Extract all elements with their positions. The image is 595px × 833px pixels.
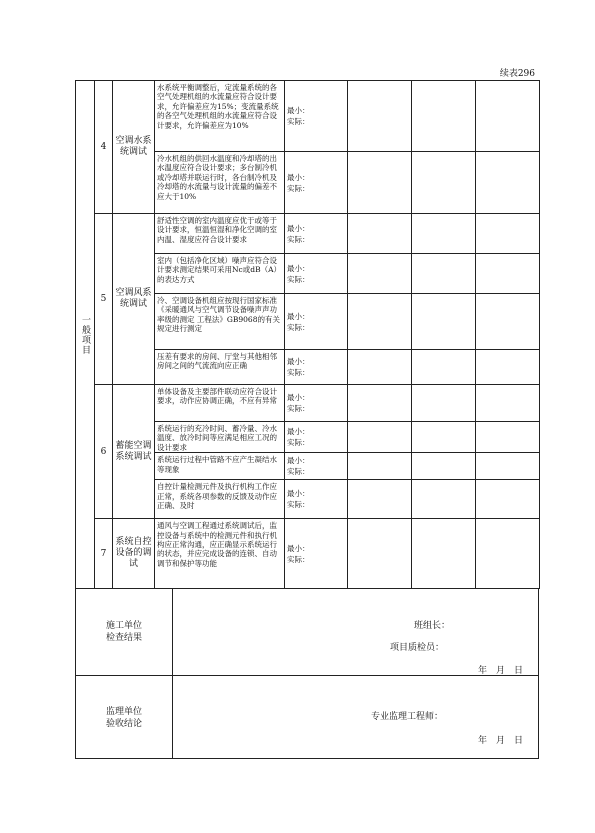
construction-section bbox=[75, 588, 539, 676]
min-label: 最小： bbox=[287, 543, 310, 553]
supervising-engineer-label: 专业监理工程师： bbox=[371, 712, 444, 722]
blank-cell[interactable] bbox=[348, 214, 412, 254]
group-name: 系统自控设备的调试 bbox=[113, 519, 155, 589]
team-leader-label: 班组长： bbox=[414, 621, 451, 631]
min-actual-cell bbox=[285, 254, 348, 294]
actual-label: 实际： bbox=[287, 554, 310, 564]
min-label: 最小： bbox=[287, 311, 310, 321]
requirement-text: 通风与空调工程通过系统调试后，监控设备与系统中的检测元件和执行机构应正常沟通，应正确显示系统运行的状态，并应完成设备的连锁、自动调节和保护等功能 bbox=[155, 519, 285, 589]
requirement-text: 冷水机组的供回水温度和冷却塔的出水温度应符合设计要求；多台制冷机或冷却塔并联运行时，各台制冷机及冷却塔的水流量与设计流量的偏差不应大于10% bbox=[155, 152, 285, 214]
blank-cell[interactable] bbox=[476, 453, 540, 480]
min-actual-cell bbox=[285, 480, 348, 519]
blank-cell[interactable] bbox=[476, 294, 540, 350]
table-row bbox=[76, 385, 540, 422]
actual-label: 实际： bbox=[287, 183, 310, 193]
requirement-text: 系统运行过程中管路不应产生凝结水等现象 bbox=[155, 453, 285, 480]
group-name: 空调水系统调试 bbox=[113, 81, 155, 214]
blank-cell[interactable] bbox=[476, 81, 540, 152]
blank-cell[interactable] bbox=[348, 519, 412, 589]
table-row bbox=[76, 519, 540, 589]
min-actual-cell bbox=[285, 81, 348, 152]
requirement-text: 室内（包括净化区域）噪声应符合设计要求测定结果可采用Nc或dB（A）的表达方式 bbox=[155, 254, 285, 294]
supervision-date: 年 月 日 bbox=[478, 736, 524, 746]
blank-cell[interactable] bbox=[476, 519, 540, 589]
inspection-table bbox=[75, 80, 540, 589]
actual-label: 实际： bbox=[287, 234, 310, 244]
min-actual-cell bbox=[285, 519, 348, 589]
table-row bbox=[76, 214, 540, 254]
blank-cell[interactable] bbox=[348, 385, 412, 422]
actual-label: 实际： bbox=[287, 368, 310, 377]
group-number: 5 bbox=[95, 214, 113, 385]
blank-cell[interactable] bbox=[476, 350, 540, 385]
blank-cell[interactable] bbox=[476, 214, 540, 254]
construction-date: 年 月 日 bbox=[478, 666, 524, 676]
blank-cell[interactable] bbox=[412, 214, 476, 254]
construction-label: 施工单位检查结果 bbox=[105, 621, 142, 643]
table-row bbox=[76, 81, 540, 152]
requirement-text: 单体设备及主要部件联动应符合设计要求，动作应协调正确，不应有异常 bbox=[155, 385, 285, 422]
blank-cell[interactable] bbox=[412, 385, 476, 422]
category-cell bbox=[76, 81, 95, 589]
blank-cell[interactable] bbox=[348, 453, 412, 480]
min-actual-cell bbox=[285, 152, 348, 214]
blank-cell[interactable] bbox=[412, 480, 476, 519]
requirement-text: 系统运行的充冷时间、蓄冷量、冷水温度、放冷时间等应满足相应工况的设计要求 bbox=[155, 422, 285, 453]
blank-cell[interactable] bbox=[412, 422, 476, 453]
min-actual-cell bbox=[285, 294, 348, 350]
min-actual-cell bbox=[285, 350, 348, 385]
blank-cell[interactable] bbox=[348, 422, 412, 453]
blank-cell[interactable] bbox=[476, 480, 540, 519]
blank-cell[interactable] bbox=[412, 254, 476, 294]
blank-cell[interactable] bbox=[412, 519, 476, 589]
blank-cell[interactable] bbox=[348, 152, 412, 214]
blank-cell[interactable] bbox=[412, 81, 476, 152]
blank-cell[interactable] bbox=[348, 350, 412, 385]
blank-cell[interactable] bbox=[476, 152, 540, 214]
min-label: 最小： bbox=[287, 427, 310, 437]
min-label: 最小： bbox=[287, 263, 310, 273]
blank-cell[interactable] bbox=[348, 294, 412, 350]
blank-cell[interactable] bbox=[412, 152, 476, 214]
actual-label: 实际： bbox=[287, 274, 310, 284]
group-number: 6 bbox=[95, 385, 113, 519]
actual-label: 实际： bbox=[287, 467, 310, 477]
blank-cell[interactable] bbox=[412, 350, 476, 385]
supervision-label: 监理单位验收结论 bbox=[105, 706, 142, 729]
continuation-label: 续表296 bbox=[499, 69, 535, 79]
group-number: 4 bbox=[95, 81, 113, 214]
min-label: 最小： bbox=[287, 489, 310, 499]
group-number: 7 bbox=[95, 519, 113, 589]
requirement-text: 舒适性空调的室内温度应优于或等于设计要求，恒温恒湿和净化空调的室内温、湿度应符合设计要求 bbox=[155, 214, 285, 254]
requirement-text: 水系统平衡调整后，定流量系统的各空气处理机组的水流量应符合设计要求，允许偏差应为15%；变流量系统的各空气处理机组的水流量应符合设计要求，允许偏差应为10% bbox=[155, 81, 285, 152]
min-actual-cell bbox=[285, 422, 348, 453]
group-name: 蓄能空调系统调试 bbox=[113, 385, 155, 519]
min-label: 最小： bbox=[287, 223, 310, 233]
blank-cell[interactable] bbox=[476, 422, 540, 453]
blank-cell[interactable] bbox=[476, 385, 540, 422]
min-actual-cell bbox=[285, 385, 348, 422]
group-name: 空调风系统调试 bbox=[113, 214, 155, 385]
blank-cell[interactable] bbox=[348, 480, 412, 519]
min-label: 最小： bbox=[287, 172, 310, 182]
requirement-text: 自控计量检测元件及执行机构工作应正常，系统各项参数的反馈及动作应正确、及时 bbox=[155, 480, 285, 519]
requirement-text: 压差有要求的房间、厅堂与其他相邻房间之间的气流流向应正确 bbox=[155, 350, 285, 385]
min-label: 最小： bbox=[287, 357, 310, 366]
min-label: 最小： bbox=[287, 106, 310, 115]
blank-cell[interactable] bbox=[412, 453, 476, 480]
blank-cell[interactable] bbox=[476, 254, 540, 294]
min-actual-cell bbox=[285, 214, 348, 254]
requirement-text: 冷、空调设备机组应按现行国家标准《采暖通风与空气调节设备噪声声功率级的测定 工程法》GB9068的有关规定进行测定 bbox=[155, 294, 285, 350]
min-label: 最小： bbox=[287, 393, 310, 402]
actual-label: 实际： bbox=[287, 322, 310, 332]
min-actual-cell bbox=[285, 453, 348, 480]
blank-cell[interactable] bbox=[348, 81, 412, 152]
quality-inspector-label: 项目质检员： bbox=[390, 643, 445, 653]
actual-label: 实际： bbox=[287, 500, 310, 510]
actual-label: 实际： bbox=[287, 117, 310, 126]
actual-label: 实际： bbox=[287, 404, 310, 413]
blank-cell[interactable] bbox=[348, 254, 412, 294]
min-label: 最小： bbox=[287, 456, 310, 466]
supervision-section bbox=[75, 676, 539, 759]
blank-cell[interactable] bbox=[412, 294, 476, 350]
category-label: 一般项目 bbox=[80, 314, 90, 355]
actual-label: 实际： bbox=[287, 438, 310, 448]
